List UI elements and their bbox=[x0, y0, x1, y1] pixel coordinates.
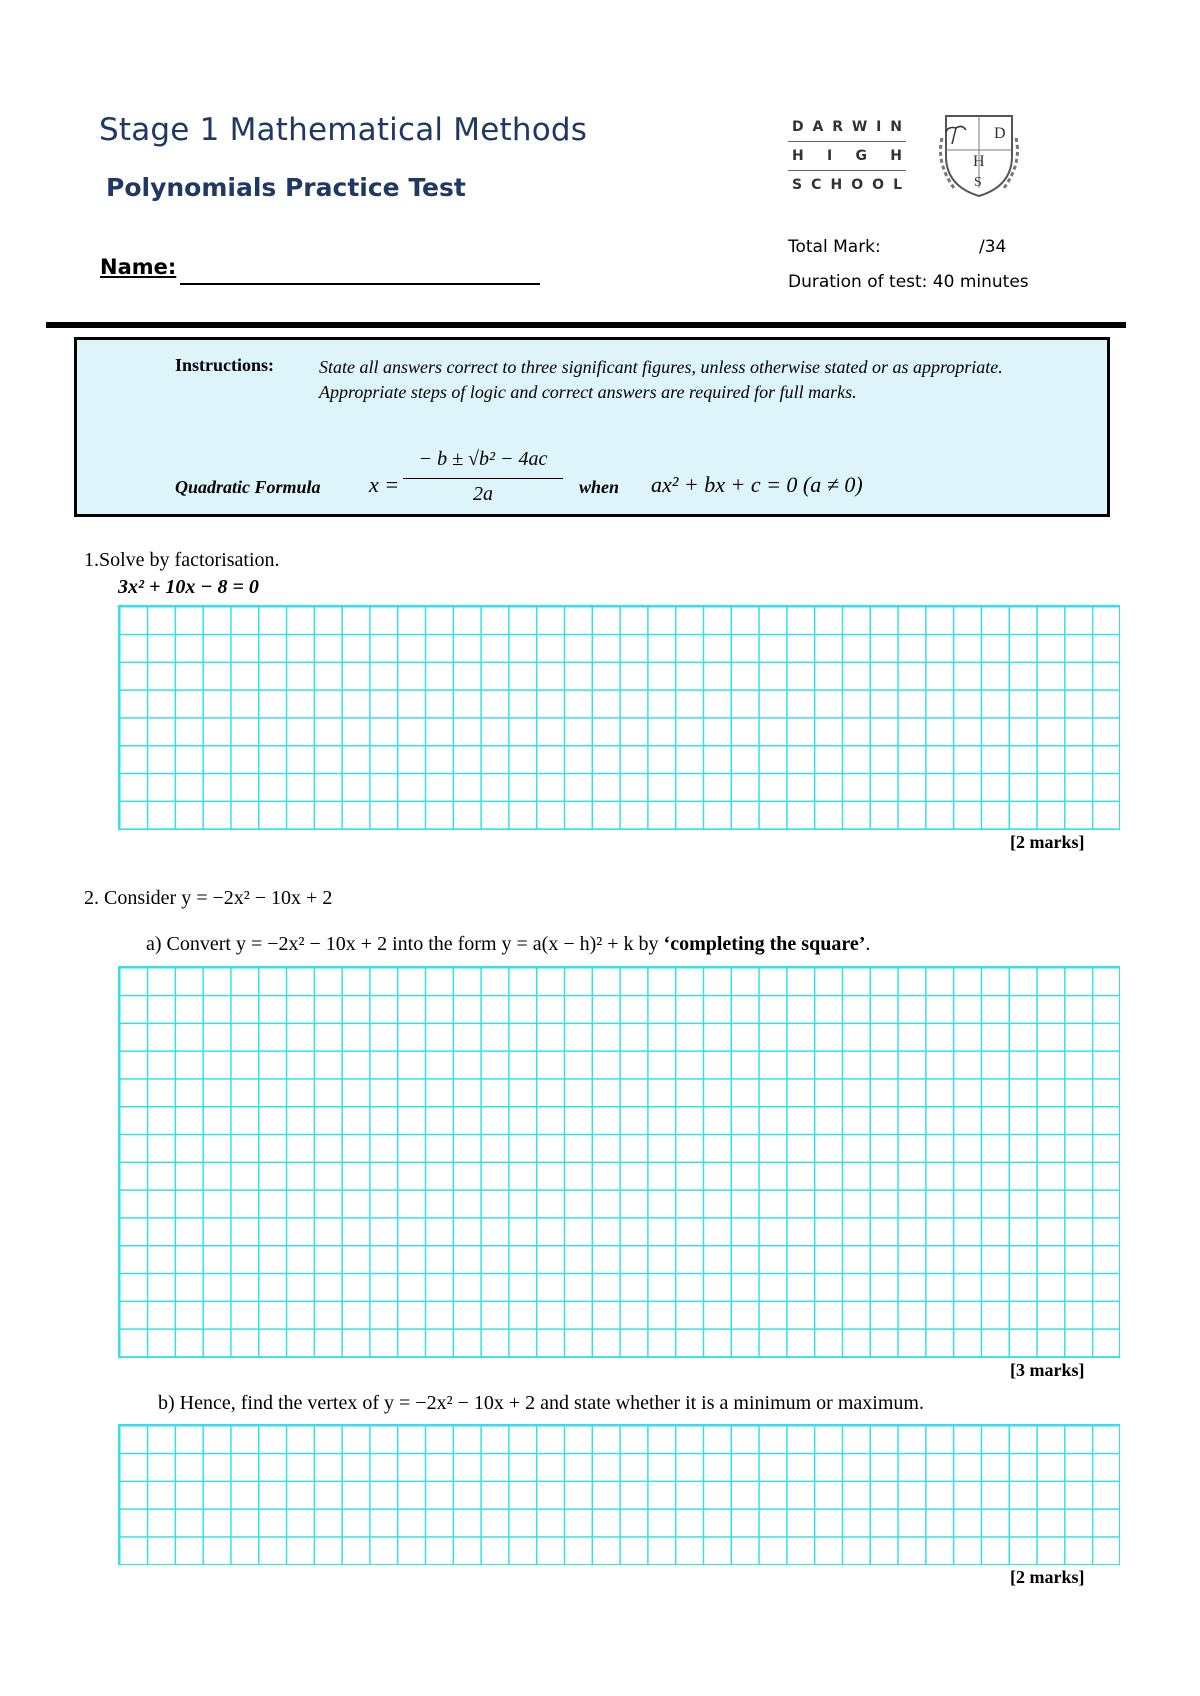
school-wordmark-letter: N bbox=[890, 119, 902, 135]
instructions-line: Appropriate steps of logic and correct answers are required for full marks. bbox=[319, 382, 857, 402]
school-wordmark-row bbox=[788, 174, 906, 196]
q2a-answer-grid[interactable] bbox=[118, 966, 1120, 1358]
q1-equation: 3x² + 10x − 8 = 0 bbox=[118, 576, 259, 598]
q2a-marks: [3 marks] bbox=[1010, 1360, 1085, 1380]
instructions-line: State all answers correct to three significant figures, unless otherwise stated or as appropriate. bbox=[319, 357, 1003, 377]
instructions-text bbox=[319, 355, 1079, 405]
school-wordmark-letter: R bbox=[832, 119, 843, 135]
svg-text:D: D bbox=[994, 125, 1006, 142]
svg-text:H: H bbox=[973, 153, 985, 170]
school-wordmark-row bbox=[788, 145, 906, 167]
school-wordmark-letter: W bbox=[851, 119, 868, 135]
name-entry-line[interactable] bbox=[180, 283, 540, 285]
document-title: Stage 1 Mathematical Methods bbox=[99, 112, 588, 148]
q2b-answer-grid[interactable] bbox=[118, 1424, 1120, 1565]
q2b-prompt: b) Hence, find the vertex of y = −2x² − 10x + 2 and state whether it is a minimum or maximum. bbox=[158, 1392, 924, 1414]
school-wordmark-letter: L bbox=[893, 177, 902, 193]
total-mark-label: Total Mark: bbox=[788, 237, 881, 257]
header-divider bbox=[46, 322, 1126, 328]
school-wordmark-letter: G bbox=[855, 148, 867, 164]
school-wordmark-letter: H bbox=[890, 148, 902, 164]
school-wordmark-letter: H bbox=[830, 177, 843, 193]
school-wordmark-letter: S bbox=[792, 177, 803, 193]
school-wordmark-row bbox=[788, 116, 906, 138]
school-wordmark-letter: I bbox=[827, 148, 833, 164]
q2a-emphasis: ‘completing the square’ bbox=[663, 933, 866, 955]
q1-marks: [2 marks] bbox=[1010, 832, 1085, 852]
svg-text:S: S bbox=[974, 175, 982, 190]
formula-numerator: − b ± √b² − 4ac bbox=[418, 448, 548, 470]
school-wordmark-letter: D bbox=[792, 119, 804, 135]
school-wordmark-letter: O bbox=[872, 177, 885, 193]
q2a-text: a) Convert y = −2x² − 10x + 2 into the form y = a(x − h)² + k by bbox=[146, 933, 664, 955]
quadratic-formula-label: Quadratic Formula bbox=[175, 477, 321, 497]
formula-when: when bbox=[579, 477, 620, 497]
school-wordmark-letter: O bbox=[851, 177, 864, 193]
q2a-end: . bbox=[865, 933, 871, 955]
test-duration: Duration of test: 40 minutes bbox=[788, 272, 1029, 292]
q1-prompt: 1.Solve by factorisation. bbox=[84, 549, 280, 571]
school-crest-icon bbox=[934, 108, 1024, 200]
instructions-box bbox=[74, 337, 1110, 517]
name-label: Name: bbox=[100, 255, 177, 279]
school-wordmark-letter: C bbox=[811, 177, 822, 193]
school-wordmark bbox=[788, 116, 906, 196]
school-wordmark-letter: I bbox=[876, 119, 882, 135]
q2-prompt: 2. Consider y = −2x² − 10x + 2 bbox=[84, 887, 333, 909]
instructions-label: Instructions: bbox=[175, 355, 275, 375]
q2a-prompt bbox=[146, 933, 870, 956]
q1-answer-grid[interactable] bbox=[118, 605, 1120, 830]
quadratic-formula-lhs: x = bbox=[369, 472, 400, 497]
quadratic-formula-fraction bbox=[403, 448, 563, 506]
total-mark-value: /34 bbox=[979, 237, 1007, 257]
school-wordmark-letter: H bbox=[792, 148, 804, 164]
formula-condition: ax² + bx + c = 0 (a ≠ 0) bbox=[651, 472, 863, 497]
document-subtitle: Polynomials Practice Test bbox=[106, 173, 466, 202]
formula-denominator: 2a bbox=[473, 483, 493, 505]
school-wordmark-letter: A bbox=[812, 119, 824, 135]
q2b-marks: [2 marks] bbox=[1010, 1567, 1085, 1587]
